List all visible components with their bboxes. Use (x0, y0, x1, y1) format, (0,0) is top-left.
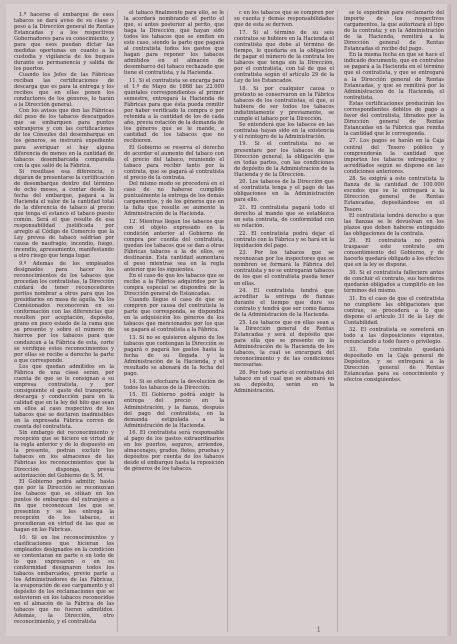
paragraph: En el caso de que los tabacos que se recibe a la Fábrica adquiridos por la compra especial se dispondrá de la Dirección general de Estancadas. (124, 273, 224, 298)
paragraph: 10. Si en los reconocimientos y clasificaciones que hicieran los empleados designados en la condición se contentaran en parte o en todo de lo que expresaron o en su conformidad designaren todos los tabacos embarcados, previo parte a los Administradores de las Fábricas, la evaporación de ese cargamento y el depósito de los reclamaciones que se estuvieren en los tabacos reconocidos en el almacén de la Fábrica de las tabacos que no fueren admitidos. Además, la Dirección, otro reconocimiento, y el contratista (14, 534, 114, 626)
page-footmark: 1 (316, 626, 321, 634)
paragraph: El Gobierno se reserva el derecho de acordar el aumento del tabaco con el precio del tabaco, reuniendo el tabaco para recibir tanto por la contrata, que se pagará al contratista el precio de la contrata. (124, 144, 224, 181)
paragraph: 27. Los pagos se harán en la Caja central del Tesoro público y comprenderán la cantidad que importen los tabacos entregados y acreditados según se dispone en las condiciones anteriores. (344, 138, 444, 175)
paragraph: 24. El contratista tendrá que acreditar la entrega de fianzas durante el tiempo que dure su contrato y tendrá que ser como fianza de la Administración de la Hacienda. (234, 288, 334, 319)
paragraph: 11. Si el contratista se encarga para el 1.º de Mayo de 1868 las 22.000 quintales correspondientes al primer semestre, entregará la Hacienda de Fábricas para que ésta pueda remitir por haber verificado la compra o por retenida a la cantidad de los de cada año, previa rotación de la demanda de los géneros que se le mande, a cantidad de los tabacos que no recibieren. (124, 78, 224, 145)
paragraph: En la misma fecha en que se hace el indicado documento, que en contratos se pagará a la Hacienda en el término que el contratista, y que se entregará a la Dirección general de Rentas Estancadas, y que se remitirá por la Administración de la Hacienda, el contratista. (344, 52, 444, 101)
paragraph: 25. Los tabacos que en ellas sean a la Dirección general de Rentas Estancadas y será el depósito que para ella que se presente en la Administración de la Hacienda de los tabacos, la cual se encargará del reconocimiento y de las condiciones necesarias. (234, 319, 334, 369)
paragraph: el tabaco finalmente para ello, se le la acordará nombrando el perito el que, si antes posterior al perito, que haga la Dirección, que hayan sido todos los tabacos que se emiten en este caso, siendo la parte que pagará al contratista todos los gastos que hagan para reponer los tabacos admitidos en el almacén de desembarco del tabaco rechazado que tiene el contratista, y la Hacienda. (124, 10, 224, 77)
text-columns (14, 10, 447, 632)
paragraph: 16. El contratista será responsable al pago de los gastos extraordinarios en los puertos, seguros, arriendos, almacenajes, grados, fletes, pruebas y depósitos por cuenta de los tabacos desde el embarque hasta la reposición de géneros de los tabacos. (124, 430, 224, 473)
paragraph: Se entenderá que los tabacos en las contratas hayan sido en la existencia y el reintegro de la Administración. (234, 121, 334, 140)
paragraph: 30. Si el contratista falleciere antes de concluir el contrato, sus herederos quedarán obligados a cumplirlo en los términos del mismo. (344, 269, 444, 295)
paragraph: 17. Si al término de su seis contratos se hubiere en la Hacienda el contratista que debe al término de tiempo, le quedaría en la obligación de pagar el número de la contrata los tabacos que tenga sin la Dirección, por el contratista, con tal de que el contratista según el artículo 29 de la Ley de los Estancados. (234, 29, 334, 85)
text-column-2 (124, 10, 228, 632)
paragraph: 21. El contratista pagará todo el derecho al mando que se establezca en esta contrata, de conformidad con su relación. (234, 204, 334, 230)
paragraph: El contratista tendrá derecho a que las fianzas se le devuelvan en los plazos que deben haberse extinguido las obligaciones de la contrata. (344, 212, 444, 237)
paragraph: Los que quedan admitidos en la Fábrica de una clase serán, por cuenta de que se le consignan a su empresa contratista, y por consiguiente el gasto del transporte, descarga y conducción para en la calidad que en la ley del bilo que sean en ellos al caso respectivo de los tabacos que se declaren inadmisibles en la expresada Fábrica corren de cuenta del contratista. (14, 363, 114, 431)
paragraph: Cuando llegue el caso de que se compren por causa del contratista la parte que corresponda, se dispondrá en la adquisición los géneros de los tabacos que mencionados por los que se pagará al contratista a la Fábrica. (124, 297, 224, 334)
paragraph: c en los tabacos que se compren por su cuenta y demás responsabilidades que de esta se deriven. (234, 10, 334, 29)
paragraph: 19. Si el contratista no se presentare por los tabacos de la Dirección general, la obligación que en todas partes, con las condiciones de depósito de la Administración de la Hacienda y de la Dirección. (234, 141, 334, 178)
paragraph: 1.ª hacerse el embarque de esos tabacos se dará aviso de su clase y peso a la Dirección general de Rentas Estancadas y a los respectivos Gobernadores para su conocimiento, y para que esos puedan dictar las medidas oportunas en cuanto a la custodia y vigilancia de los buques durante su permanencia y salida de los puertos. (14, 11, 114, 72)
paragraph: 23. Por los tabacos que se reconozcan por los inspectores que se nombren se formará la Fábrica del contratista y no se entregarán tabacos de los que el contratista pueda tener en ellas. (234, 250, 334, 287)
paragraph: 31. En el caso de que el contratista no cumpliere las obligaciones que contrae, se procederá a lo que dispone el artículo 31 de la Ley de Contabilidad. (344, 295, 444, 326)
paragraph: 22. El contratista podrá dejar el contrato con la Fábrica y se hará en la liquidación del pago. (234, 230, 334, 249)
paragraph: 28. Se exigirá a este contratista la fianza de la cantidad de 100.000 escudos que se le entregará a la Dirección general de Rentas Estancadas, depositándose en el Tesoro. (344, 176, 444, 213)
paragraph: Cuando los Jefes de las Fábricas reciban las certificaciones de descarga que es para la entrega y los recibos que en ellas ponen los conductores de los géneros, lo harán a la Dirección general. (14, 71, 114, 109)
paragraph: 12. Mientras llegan los tabacos que con el objeto expresado en la condición anterior al Gobierno de compra por cuenta del contratista, quedan los tabacos que se dan a otras Fábricas tabacos a la de ellos, se destinarán. Esta cantidad aumentará el peso mientras sea en la regla anterior que los siguientes. (124, 218, 224, 273)
text-column-3 (234, 10, 338, 632)
paragraph: Si resultase esa diferencia, o dejaran de presentarse la certificación de desembarque dentro del término de ocho meses, a contar desde la fecha del embarque, pagará a la Hacienda el valor de la cantidad total de la diferencia de tabaco al precio que tenga el estanco el tabaco puesto común. Será el que resulte de esa responsabilidad justificada por arreglo al Código de Comercio que la Ley prevea de tabaco saldrían por causa de naufragio, incendio, fuego, incendio, apresamiento, manifestando a otro riesgo que tenga lugar. (14, 168, 114, 260)
paragraph: El Gobierno podrá admitir, hasta que por la Dirección se reconozcan los tabacos que se sitúan en los puntos de embarque del extranjero a fin que reconozcan los que se presenten y se les entrega la recepción de los tabacos, si procedieran en virtud de las que se hagan en las Fábricas. (14, 478, 114, 533)
paragraph: 15. El Gobierno podrá exigir la entrega del precio en la Administración, y la fianza, después del pago del contratista, en la demanda estipulada a la Administración de la Hacienda. (124, 392, 224, 429)
text-column-1 (14, 10, 118, 632)
paragraph: Con los avisos que den las Fábricas del peso de los tabacos descargados que se embarquen para puntos extranjeros y con las certificaciones de los Cónsules del desembarque en los géneros, se instruirá expediente para averiguar si hay alguna diferencia de menos en la cantidad de tabacos desembarcada comparada con la que salió de la Fábrica. (14, 108, 114, 169)
paragraph: 18. Si por cualquier causa o pretexto se conservaron en la Fábrica tabacos de los contratistas, el que, si hubiera de ser todos los tabacos indistintamente y previamente, se cumple el tabaco por la Dirección. (234, 85, 334, 122)
paragraph: 9.º Además de los empleados designados para hacer los reconocimientos de los tabacos que procedan los contratistas, la Dirección cuidará de tener reconocedores peritos nombrar a otros para que los presidiarios en masa de águila. Ya los Comisionados reconocerán en su conformación con las diferencias que resulten por aceptación, depósito, grano en poco estado de la rama que se presente y sobre el número de hierros por los tabacos para que conduzcan a la Fábrica de esta, corte se verifique estos reconocimientos y por ellas se recibe a derecho la parte a que corresponde. (14, 260, 114, 364)
paragraph: Sin embargo del reconocimiento y recepción que se hiciere en virtud de la regla anterior y de lo dispuesto en la presente, podrán excluir los tabacos en los almacenes de las Fábricas los reconocimientos que la Dirección disponga, previa autorización del Gobierno de S. M. (14, 430, 114, 479)
paragraph: se le expedirán para reclamarlo del importe de los respectivos cargamentos, la que autorizará el tipo de la contrata; y en la Administración de la Hacienda, remitirá a la Dirección general de Rentas Estancadas el recibo del pago. (344, 10, 444, 53)
paragraph: 14. Si se efectuara la devolución de todos los tabacos de la Dirección. (124, 378, 224, 391)
paragraph: 20. Los tabacos de la Dirección que el contratista tenga y el pago de las obligaciones en la Administración para ello. (234, 179, 334, 204)
text-column-4 (344, 10, 447, 632)
paragraph: 32. El contratista se someterá en todo a las disposiciones vigentes, renunciando a todo fuero o privilegio. (344, 327, 444, 346)
paragraph: Del mismo modo se procederá en el caso de no haberse cumplido puntualmente la entrega de los demás cargamentos, y de los géneros que en la falta que resulte se aumente la Administración de la Hacienda. (124, 180, 224, 218)
paragraph: 26. Por todo parte el contratista del tabaco en el cual que se abonará en su depósito, serán en la Administración. (234, 369, 334, 394)
page-edge-shadow (447, 4, 451, 636)
paragraph: Estas certificaciones producirán los correspondientes debitos de pago a favor del contratista, librados por la Dirección general de Rentas Estancadas en la Fábrica que remita la cantidad que le corresponda. (344, 100, 444, 137)
paragraph: 13. Si no se quisieren alguno de los tabacos que contengan la Dirección se pagará o pagará los gastos hasta la fecha de su llegada y la Administración de la Hacienda, y el resultado se abonará de la fecha del pago. (124, 334, 224, 378)
newspaper-page (6, 4, 451, 636)
paragraph: 29. El contratista no podrá traspasar este contrato sin consentimiento del Gobierno, y de hacerlo quedará obligado a los efectos que en la ley se dispone. (344, 238, 444, 269)
paragraph: 33. Este contrato quedará depositado en la Caja general de Depósitos, y se entregará a la Dirección general de Rentas Estancadas para su conocimiento y efectos consiguientes. (344, 347, 444, 384)
